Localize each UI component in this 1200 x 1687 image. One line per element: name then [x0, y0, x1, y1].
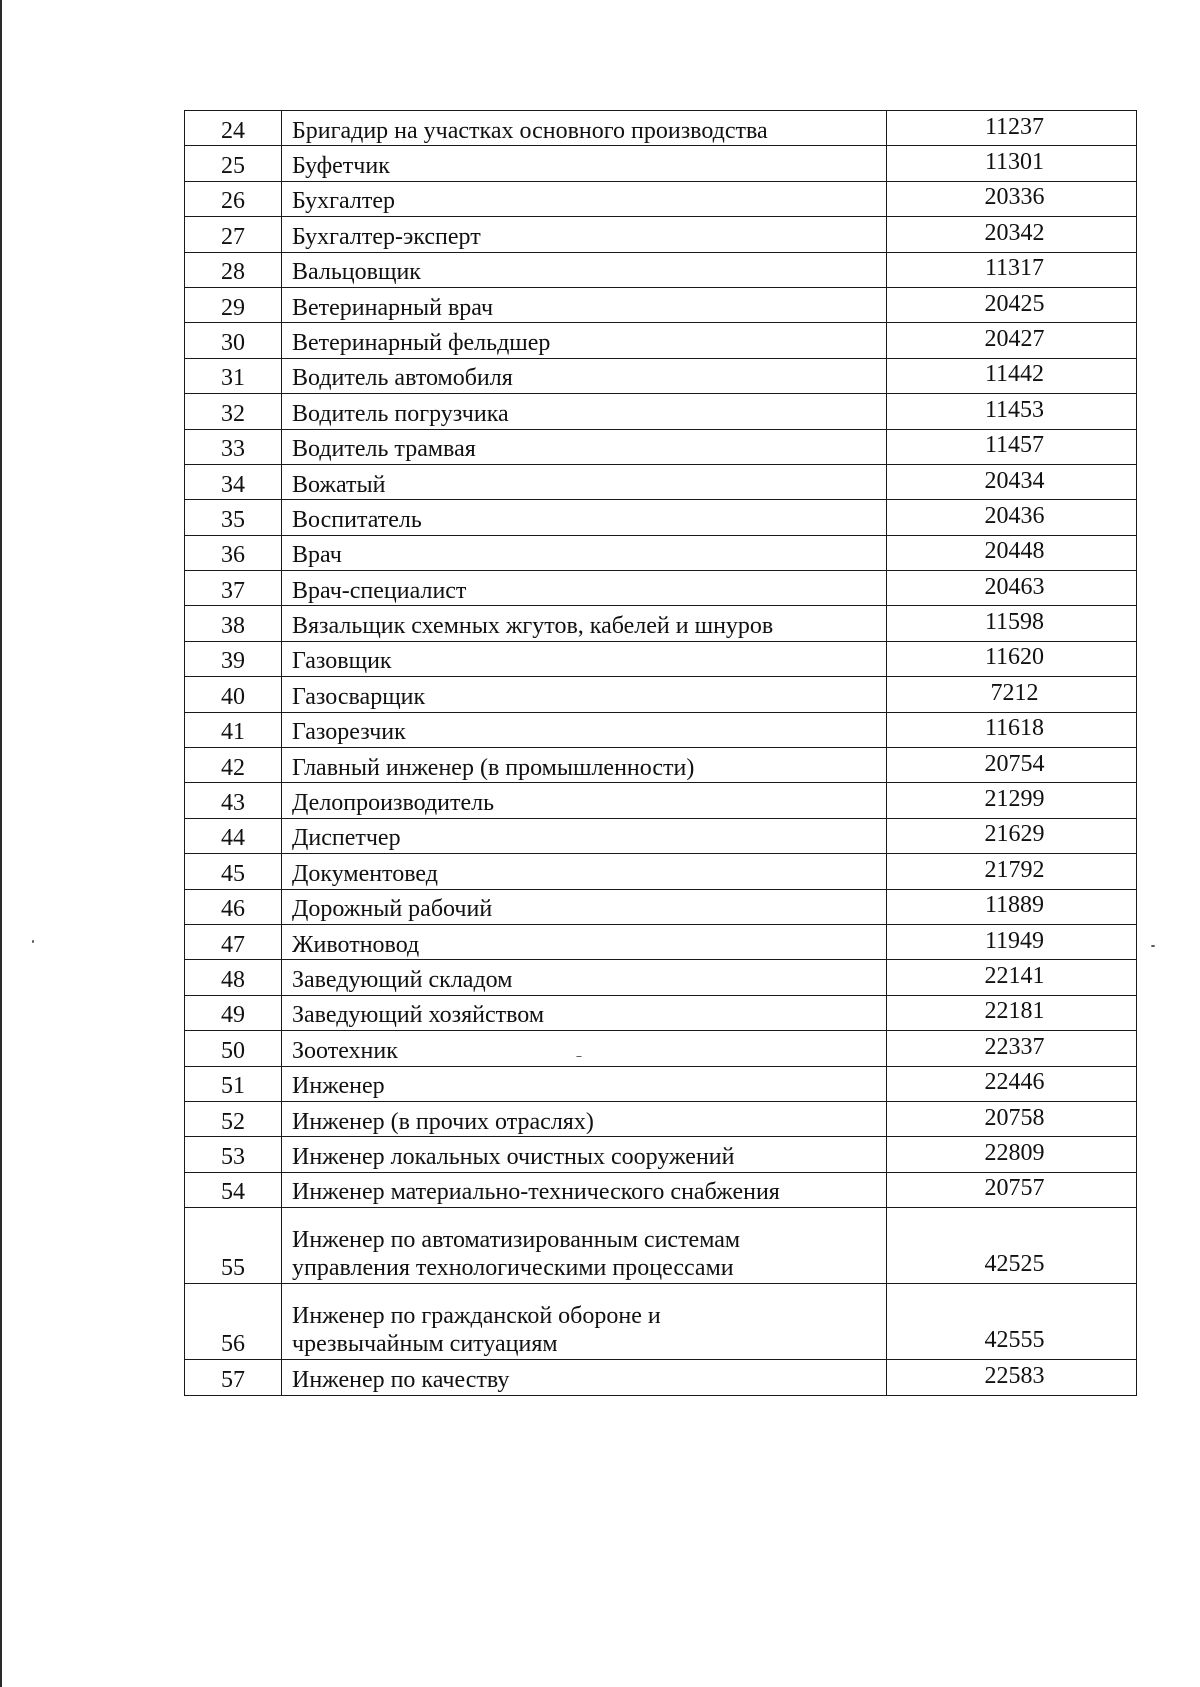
profession-code: 11457 — [887, 429, 1137, 464]
profession-name: Врач — [282, 535, 887, 570]
table-row — [185, 358, 1137, 393]
table-row — [185, 1031, 1137, 1066]
row-number: 40 — [185, 677, 282, 712]
table-row — [185, 748, 1137, 783]
profession-codes-table — [184, 110, 1137, 1396]
profession-name: Вожатый — [282, 464, 887, 499]
profession-code: 21792 — [887, 854, 1137, 889]
table-row — [185, 854, 1137, 889]
profession-code: 22181 — [887, 995, 1137, 1030]
table-row — [185, 1101, 1137, 1136]
table-row — [185, 712, 1137, 747]
scan-speck — [1151, 945, 1155, 947]
table-row — [185, 1172, 1137, 1207]
profession-code: 42555 — [887, 1284, 1137, 1360]
profession-code: 20448 — [887, 535, 1137, 570]
table-row — [185, 111, 1137, 146]
profession-code: 20436 — [887, 500, 1137, 535]
profession-name: Газосварщик — [282, 677, 887, 712]
row-number: 34 — [185, 464, 282, 499]
profession-code: 11620 — [887, 641, 1137, 676]
scan-speck — [32, 940, 34, 943]
profession-name: Документовед — [282, 854, 887, 889]
row-number: 45 — [185, 854, 282, 889]
row-number: 38 — [185, 606, 282, 641]
profession-name: Водитель погрузчика — [282, 394, 887, 429]
profession-name: Газорезчик — [282, 712, 887, 747]
profession-code: 21629 — [887, 818, 1137, 853]
row-number: 47 — [185, 924, 282, 959]
profession-name: Инженер — [282, 1066, 887, 1101]
table-row — [185, 1066, 1137, 1101]
row-number: 51 — [185, 1066, 282, 1101]
table-row — [185, 1360, 1137, 1395]
row-number: 48 — [185, 960, 282, 995]
profession-name: Газовщик — [282, 641, 887, 676]
table-row — [185, 217, 1137, 252]
row-number: 39 — [185, 641, 282, 676]
table-row — [185, 818, 1137, 853]
table-row — [185, 783, 1137, 818]
profession-code: 20342 — [887, 217, 1137, 252]
table-row — [185, 429, 1137, 464]
profession-name: Вязальщик схемных жгутов, кабелей и шнуров — [282, 606, 887, 641]
profession-name-line: управления технологическими процессами — [292, 1255, 734, 1282]
profession-name — [282, 1208, 887, 1284]
profession-name: Дорожный рабочий — [282, 889, 887, 924]
profession-code: 20463 — [887, 571, 1137, 606]
table-row — [185, 1137, 1137, 1172]
row-number: 42 — [185, 748, 282, 783]
profession-code: 11317 — [887, 252, 1137, 287]
profession-code: 22446 — [887, 1066, 1137, 1101]
row-number: 25 — [185, 146, 282, 181]
row-number: 37 — [185, 571, 282, 606]
profession-code: 42525 — [887, 1208, 1137, 1284]
profession-name: Ветеринарный врач — [282, 287, 887, 322]
profession-name — [282, 1284, 887, 1360]
profession-code: 11889 — [887, 889, 1137, 924]
profession-name: Заведующий складом — [282, 960, 887, 995]
row-number: 46 — [185, 889, 282, 924]
profession-code: 11618 — [887, 712, 1137, 747]
table-row — [185, 1284, 1137, 1360]
profession-code: 22141 — [887, 960, 1137, 995]
table-row — [185, 287, 1137, 322]
row-number: 31 — [185, 358, 282, 393]
profession-code: 11949 — [887, 924, 1137, 959]
profession-name: Диспетчер — [282, 818, 887, 853]
table-row — [185, 464, 1137, 499]
profession-code: 11301 — [887, 146, 1137, 181]
row-number: 57 — [185, 1360, 282, 1395]
row-number: 55 — [185, 1208, 282, 1284]
table-row — [185, 394, 1137, 429]
profession-name: Животновод — [282, 924, 887, 959]
profession-code: 20757 — [887, 1172, 1137, 1207]
profession-name: Бригадир на участках основного производства — [282, 111, 887, 146]
profession-code: 11453 — [887, 394, 1137, 429]
profession-code: 20427 — [887, 323, 1137, 358]
table-row — [185, 500, 1137, 535]
row-number: 50 — [185, 1031, 282, 1066]
table-row — [185, 889, 1137, 924]
profession-name: Зоотехник — [282, 1031, 887, 1066]
row-number: 24 — [185, 111, 282, 146]
profession-name: Буфетчик — [282, 146, 887, 181]
table-row — [185, 960, 1137, 995]
profession-code: 7212 — [887, 677, 1137, 712]
table-row — [185, 677, 1137, 712]
profession-code: 20758 — [887, 1101, 1137, 1136]
profession-name: Инженер (в прочих отраслях) — [282, 1101, 887, 1136]
profession-name: Водитель трамвая — [282, 429, 887, 464]
profession-name: Инженер материально-технического снабжения — [282, 1172, 887, 1207]
profession-name: Делопроизводитель — [282, 783, 887, 818]
profession-code: 21299 — [887, 783, 1137, 818]
profession-name: Вальцовщик — [282, 252, 887, 287]
profession-name: Водитель автомобиля — [282, 358, 887, 393]
row-number: 44 — [185, 818, 282, 853]
profession-name: Бухгалтер-эксперт — [282, 217, 887, 252]
page-left-edge — [0, 0, 2, 1687]
row-number: 43 — [185, 783, 282, 818]
profession-name: Инженер по качеству — [282, 1360, 887, 1395]
profession-name-line: чрезвычайным ситуациям — [292, 1331, 558, 1358]
profession-name: Воспитатель — [282, 500, 887, 535]
table-row — [185, 535, 1137, 570]
row-number: 41 — [185, 712, 282, 747]
profession-name: Главный инженер (в промышленности) — [282, 748, 887, 783]
table-row — [185, 606, 1137, 641]
table-row — [185, 995, 1137, 1030]
row-number: 27 — [185, 217, 282, 252]
profession-name: Ветеринарный фельдшер — [282, 323, 887, 358]
row-number: 53 — [185, 1137, 282, 1172]
profession-name: Бухгалтер — [282, 181, 887, 216]
profession-name: Врач-специалист — [282, 571, 887, 606]
profession-code: 22583 — [887, 1360, 1137, 1395]
row-number: 35 — [185, 500, 282, 535]
row-number: 26 — [185, 181, 282, 216]
profession-code: 20425 — [887, 287, 1137, 322]
table-row — [185, 252, 1137, 287]
table-row — [185, 571, 1137, 606]
profession-code: 11237 — [887, 111, 1137, 146]
table-row — [185, 1208, 1137, 1284]
table-row — [185, 924, 1137, 959]
profession-name: Заведующий хозяйством — [282, 995, 887, 1030]
profession-code: 22337 — [887, 1031, 1137, 1066]
profession-code: 20754 — [887, 748, 1137, 783]
row-number: 33 — [185, 429, 282, 464]
row-number: 28 — [185, 252, 282, 287]
profession-code: 11598 — [887, 606, 1137, 641]
profession-code: 20336 — [887, 181, 1137, 216]
profession-name-line: Инженер по гражданской обороне и — [292, 1302, 661, 1329]
row-number: 54 — [185, 1172, 282, 1207]
row-number: 56 — [185, 1284, 282, 1360]
table-row — [185, 146, 1137, 181]
profession-code: 22809 — [887, 1137, 1137, 1172]
row-number: 32 — [185, 394, 282, 429]
profession-code: 11442 — [887, 358, 1137, 393]
row-number: 52 — [185, 1101, 282, 1136]
row-number: 36 — [185, 535, 282, 570]
row-number: 49 — [185, 995, 282, 1030]
profession-name: Инженер локальных очистных сооружений — [282, 1137, 887, 1172]
table-row — [185, 323, 1137, 358]
table-row — [185, 181, 1137, 216]
table-row — [185, 641, 1137, 676]
row-number: 30 — [185, 323, 282, 358]
profession-name-line: Инженер по автоматизированным системам — [292, 1226, 741, 1253]
row-number: 29 — [185, 287, 282, 322]
profession-code: 20434 — [887, 464, 1137, 499]
